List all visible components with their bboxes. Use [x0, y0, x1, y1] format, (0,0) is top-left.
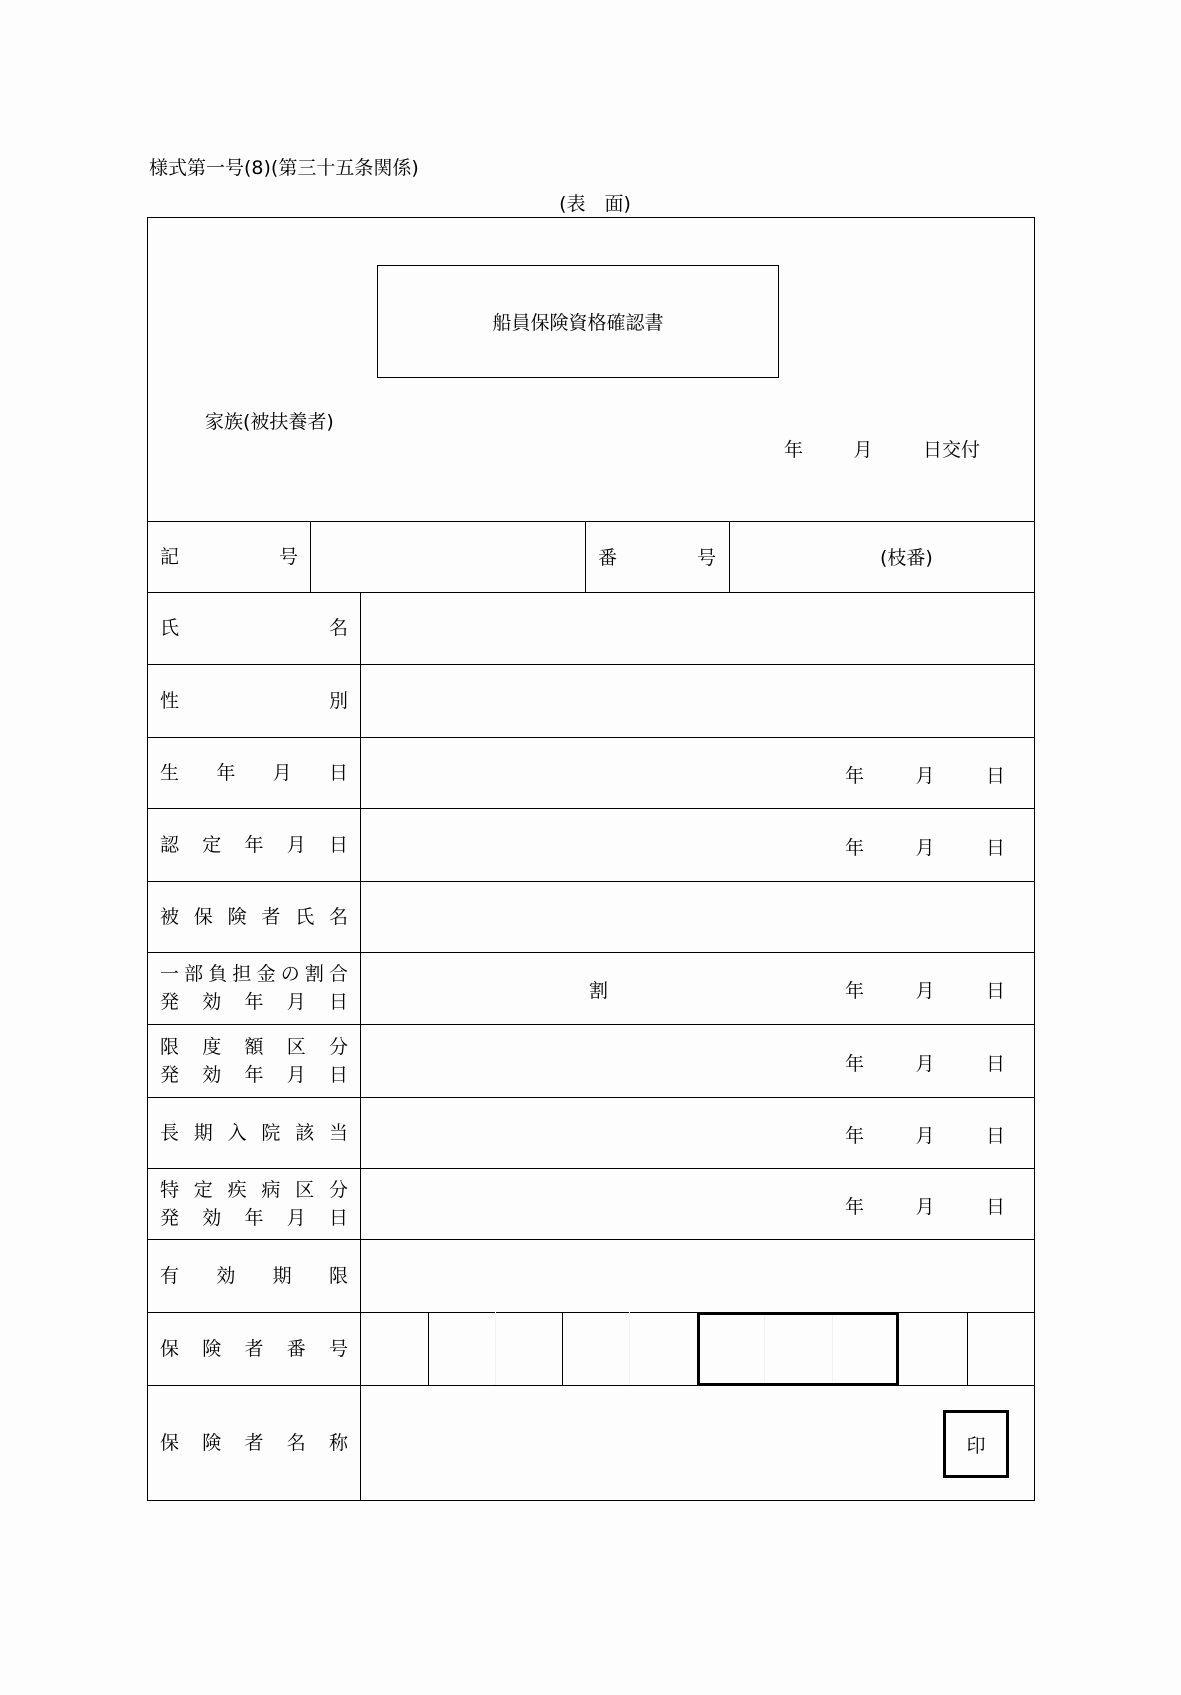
year-unit: 年: [845, 1195, 865, 1218]
date-units: [845, 1049, 1005, 1076]
year-unit: 年: [845, 836, 865, 859]
side-label: (表 面): [559, 193, 631, 215]
row-label-line: 認定年月日: [160, 833, 348, 856]
date-units: [845, 761, 1005, 788]
row-label-line: 特定疾病区分: [160, 1178, 348, 1201]
row-label: [160, 1033, 348, 1089]
day-unit: 日: [985, 980, 1005, 1002]
date-units: [845, 976, 1005, 1003]
insurer-number-highlight-box: [697, 1312, 899, 1386]
row-label: [160, 1335, 348, 1363]
row-label-line: 限度額区分: [160, 1035, 348, 1058]
issue-year-unit: 年: [784, 439, 804, 461]
year-unit: 年: [845, 980, 865, 1002]
row-label: [160, 1262, 348, 1290]
year-unit: 年: [845, 764, 865, 787]
ratio-unit: 割: [589, 980, 609, 1002]
row-label-line: 保険者名称: [160, 1432, 348, 1454]
month-unit: 月: [915, 836, 935, 859]
date-units: [845, 1192, 1005, 1219]
day-unit: 日: [985, 764, 1005, 787]
edaban-label: (枝番): [880, 547, 933, 569]
row-label-line: 有効期限: [160, 1264, 348, 1287]
row-label: [160, 687, 348, 715]
document-title: 船員保険資格確認書: [492, 312, 664, 334]
row-label-line: 発効年月日: [160, 1206, 348, 1229]
row-label: [160, 759, 348, 787]
row-label: [160, 614, 348, 642]
month-unit: 月: [915, 1195, 935, 1218]
row-label: [160, 903, 348, 931]
issue-day-unit: 日交付: [922, 439, 980, 461]
row-label: [160, 1176, 348, 1232]
row-label-line: 長期入院該当: [160, 1121, 348, 1144]
month-unit: 月: [915, 1124, 935, 1147]
row-label-line: 発効年月日: [160, 991, 348, 1013]
row-label-line: 性別: [160, 689, 348, 712]
year-unit: 年: [845, 1124, 865, 1147]
row-label-line: 被保険者氏名: [160, 905, 348, 928]
row-label-line: 氏名: [160, 617, 348, 639]
row-label-line: 一部負担金の割合: [160, 963, 348, 985]
month-unit: 月: [915, 980, 935, 1002]
day-unit: 日: [985, 1124, 1005, 1147]
row-label-line: 発効年月日: [160, 1063, 348, 1086]
dependent-label: 家族(被扶養者): [205, 411, 334, 433]
row-label: [160, 1119, 348, 1147]
issue-date: [784, 435, 980, 462]
row-label: [160, 1429, 348, 1457]
row-label-line: 保険者番号: [160, 1337, 348, 1360]
day-unit: 日: [985, 836, 1005, 859]
kigo-label: 記号: [160, 546, 298, 568]
seal-box: [943, 1410, 1009, 1478]
month-unit: 月: [915, 1052, 935, 1075]
form-number: 様式第一号(8)(第三十五条関係): [149, 157, 419, 179]
day-unit: 日: [985, 1052, 1005, 1075]
issue-month-unit: 月: [853, 439, 873, 461]
date-units: [845, 1121, 1005, 1148]
row-label: [160, 831, 348, 859]
date-units: [845, 833, 1005, 860]
day-unit: 日: [985, 1195, 1005, 1218]
seal-mark: 印: [966, 1434, 986, 1457]
month-unit: 月: [915, 764, 935, 787]
title-box: [377, 265, 779, 378]
bango-label: 番号: [598, 547, 716, 569]
year-unit: 年: [845, 1052, 865, 1075]
row-label: [160, 960, 348, 1016]
row-label-line: 生年月日: [160, 761, 348, 784]
